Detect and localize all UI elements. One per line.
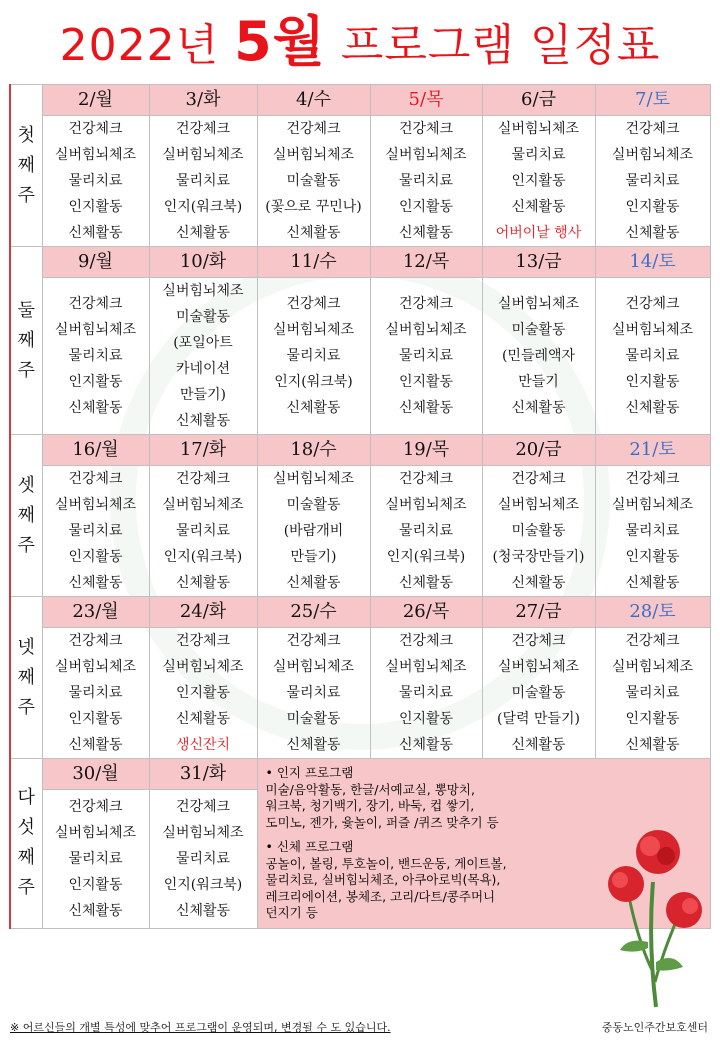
activity-item: 신체활동 [398, 225, 454, 241]
activity-item: 신체활동 [68, 400, 123, 416]
activity-item: 실버힘뇌체조 [497, 121, 580, 137]
activity-item: 건강체크 [398, 121, 454, 137]
day-activities [595, 278, 710, 435]
activity-item: (꽃으로 꾸민나) [265, 199, 362, 215]
activity-item: 건강체크 [68, 471, 123, 487]
activity-item: 실버힘뇌체조 [385, 147, 467, 163]
activity-item: 신체활동 [68, 575, 123, 591]
physical-program-line: 물리치료, 실버힘뇌체조, 아쿠아로빅(목욕), [265, 872, 501, 887]
activity-item: 건강체크 [286, 296, 341, 312]
activity-item: 실버힘뇌체조 [54, 322, 137, 338]
week-label-char: 다 [17, 787, 35, 809]
week-label-char: 째 [17, 154, 35, 176]
physical-program-line: 던지기 등 [265, 905, 318, 920]
cognitive-program-line: 도미노, 젠가, 윷놀이, 퍼즐 /퀴즈 맞추기 등 [265, 814, 499, 830]
day-activities [149, 278, 257, 435]
activity-item: (달력 만들기) [497, 711, 580, 727]
physical-program-line: 공놀이, 볼링, 투호놀이, 밴드운동, 게이트볼, [265, 855, 507, 871]
day-activities [482, 116, 595, 247]
day-date: 14/토 [595, 247, 710, 278]
day-date: 24/화 [149, 597, 257, 628]
title-suffix: 프로그램 일정표 [340, 20, 661, 71]
activity-item: 물리치료 [286, 685, 341, 701]
activity-item: 실버힘뇌체조 [162, 283, 244, 299]
week-label [10, 247, 42, 435]
activity-item: 물리치료 [68, 348, 123, 364]
day-activities [257, 116, 370, 247]
activity-item: 건강체크 [175, 121, 231, 137]
activity-item: 실버힘뇌체조 [497, 659, 580, 675]
week-label-char: 셋 [17, 474, 35, 496]
activity-item: (청국장만들기) [492, 549, 585, 565]
activity-item: 물리치료 [68, 850, 123, 867]
activity-item: 미술활동 [286, 497, 341, 513]
activity-item: 신체활동 [68, 737, 123, 753]
day-activities [257, 278, 370, 435]
activity-item: 인지활동 [625, 549, 680, 565]
activity-item: 인지활동 [68, 876, 123, 893]
day-date: 17/화 [149, 435, 257, 466]
activity-item: 신체활동 [398, 737, 454, 753]
activity-item: 신체활동 [511, 199, 566, 215]
activity-item: 신체활동 [175, 413, 231, 429]
activity-item: (바람개비 [283, 523, 344, 539]
activity-item: 실버힘뇌체조 [385, 659, 467, 675]
activity-item: 신체활동 [625, 737, 680, 753]
day-date: 20/금 [482, 435, 595, 466]
day-date: 3/화 [149, 85, 257, 116]
day-date: 30/월 [42, 759, 149, 790]
page-title [0, 6, 720, 78]
day-activities [370, 466, 482, 597]
activity-item: 실버힘뇌체조 [611, 322, 694, 338]
activity-item: 건강체크 [175, 798, 231, 815]
activity-item: 인지활동 [398, 374, 454, 390]
day-activities [595, 466, 710, 597]
activity-item: 인지(워크북) [386, 549, 466, 565]
activity-item: 건강체크 [398, 471, 454, 487]
activity-item: 신체활동 [175, 902, 231, 919]
activity-item: 건강체크 [286, 633, 341, 649]
day-activities [595, 628, 710, 759]
activity-item: 인지활동 [625, 374, 680, 390]
activity-item: 인지(워크북) [163, 549, 243, 565]
activity-item: 물리치료 [68, 173, 123, 189]
day-activities [370, 628, 482, 759]
activity-item: 실버힘뇌체조 [611, 147, 694, 163]
activity-item: 인지활동 [68, 711, 123, 727]
activity-item: 만들기 [518, 374, 559, 390]
day-activities [257, 466, 370, 597]
footer-note: ※ 어르신들의 개별 특성에 맞추어 프로그램이 운영되며, 변경될 수 도 있습니다. [10, 1021, 391, 1034]
activity-item: 건강체크 [625, 471, 680, 487]
week-label-char: 섯 [17, 817, 35, 839]
week-label-char: 넷 [17, 636, 35, 658]
day-date: 19/목 [370, 435, 482, 466]
activity-item: 미술활동 [286, 711, 341, 727]
day-activities [149, 790, 257, 929]
activity-item: 물리치료 [625, 173, 680, 189]
cognitive-program-line: 워크북, 청기백기, 장기, 바둑, 컵 쌓기, [265, 798, 475, 813]
activity-item: 인지활동 [625, 199, 680, 215]
week-label-char: 째 [17, 504, 35, 526]
activity-item: 건강체크 [68, 633, 123, 649]
day-activities [42, 278, 149, 435]
day-date: 28/토 [595, 597, 710, 628]
activity-item: (민들레액자 [501, 348, 576, 364]
activity-item: 신체활동 [398, 575, 454, 591]
day-date: 5/목 [370, 85, 482, 116]
day-date: 11/수 [257, 247, 370, 278]
day-activities [595, 116, 710, 247]
activity-item: 건강체크 [625, 633, 680, 649]
week-label-char: 째 [17, 666, 35, 688]
activity-item: 실버힘뇌체조 [497, 296, 580, 312]
activity-item: 물리치료 [286, 348, 341, 364]
activity-item: 인지활동 [175, 685, 231, 701]
week-label [10, 85, 42, 247]
week-label-char: 째 [17, 847, 35, 869]
carnation-icon [598, 822, 708, 1012]
activity-item: 만들기) [179, 387, 227, 403]
activity-item: 인지활동 [511, 173, 566, 189]
title-month: 5월 [234, 10, 326, 73]
activity-item: 건강체크 [68, 798, 123, 815]
activity-item: 물리치료 [625, 348, 680, 364]
activity-item: 실버힘뇌체조 [162, 147, 244, 163]
activity-item: 신체활동 [511, 400, 566, 416]
day-activities [482, 278, 595, 435]
day-activities [42, 116, 149, 247]
physical-program-heading: • 신체 프로그램 [265, 839, 354, 854]
activity-item: 인지(워크북) [163, 876, 243, 893]
cognitive-program-heading: • 인지 프로그램 [265, 765, 354, 780]
week-label [10, 597, 42, 759]
activity-item: 신체활동 [286, 225, 341, 241]
physical-program-line: 레크리에이션, 봉체조, 고리/다트/콩주머니 [265, 888, 496, 904]
week-label-char: 째 [17, 329, 35, 351]
activity-item: 미술활동 [511, 523, 566, 539]
activity-item: 실버힘뇌체조 [272, 322, 355, 338]
activity-item: 신체활동 [286, 400, 341, 416]
week-label-char: 둘 [17, 299, 35, 321]
activity-item: 신체활동 [286, 737, 341, 753]
activity-item: 실버힘뇌체조 [162, 659, 244, 675]
day-activities [370, 116, 482, 247]
day-date: 21/토 [595, 435, 710, 466]
activity-item: 물리치료 [175, 523, 231, 539]
activity-item: 물리치료 [398, 685, 454, 701]
day-date: 4/수 [257, 85, 370, 116]
schedule-table [9, 84, 711, 929]
activity-item: 건강체크 [68, 296, 123, 312]
day-activities [257, 628, 370, 759]
day-date: 23/월 [42, 597, 149, 628]
activity-item: 물리치료 [511, 147, 566, 163]
week-label-char: 주 [17, 877, 35, 899]
activity-item: 인지활동 [68, 549, 123, 565]
activity-item: 카네이션 [175, 361, 231, 377]
day-date: 9/월 [42, 247, 149, 278]
day-date: 7/토 [595, 85, 710, 116]
activity-item: 물리치료 [175, 850, 231, 867]
activity-item: 미술활동 [511, 685, 566, 701]
activity-item: 실버힘뇌체조 [611, 659, 694, 675]
week-label [10, 435, 42, 597]
activity-item: 실버힘뇌체조 [272, 659, 355, 675]
activity-item: 미술활동 [286, 173, 341, 189]
day-date: 16/월 [42, 435, 149, 466]
activity-item: 어버이날 행사 [495, 225, 582, 241]
week-label-char: 주 [17, 184, 35, 206]
activity-item: 실버힘뇌체조 [162, 824, 244, 841]
activity-item: 실버힘뇌체조 [54, 659, 137, 675]
activity-item: 미술활동 [511, 322, 566, 338]
activity-item: 신체활동 [625, 225, 680, 241]
activity-item: (포일아트 [173, 335, 233, 351]
cognitive-program-line: 미술/음악활동, 한글/서예교실, 뽕망치, [265, 781, 475, 797]
activity-item: 실버힘뇌체조 [497, 497, 580, 513]
activity-item: 실버힘뇌체조 [272, 471, 355, 487]
activity-item: 인지활동 [398, 711, 454, 727]
activity-item: 신체활동 [175, 575, 231, 591]
week-label-char: 주 [17, 696, 35, 718]
activity-item: 건강체크 [625, 296, 680, 312]
day-date: 13/금 [482, 247, 595, 278]
activity-item: 인지활동 [68, 374, 123, 390]
activity-item: 신체활동 [68, 225, 123, 241]
day-date: 6/금 [482, 85, 595, 116]
week-label-char: 주 [17, 359, 35, 381]
activity-item: 건강체크 [625, 121, 680, 137]
activity-item: 인지(워크북) [274, 374, 353, 390]
week-label [10, 759, 42, 929]
activity-item: 인지활동 [68, 199, 123, 215]
week-label-char: 첫 [17, 124, 35, 146]
activity-item: 물리치료 [625, 523, 680, 539]
activity-item: 실버힘뇌체조 [54, 824, 137, 841]
activity-item: 신체활동 [286, 575, 341, 591]
activity-item: 신체활동 [398, 400, 454, 416]
activity-item: 신체활동 [175, 711, 231, 727]
day-activities [42, 466, 149, 597]
day-activities [149, 628, 257, 759]
day-activities [370, 278, 482, 435]
activity-item: 건강체크 [68, 121, 123, 137]
activity-item: 건강체크 [511, 633, 566, 649]
day-date: 26/목 [370, 597, 482, 628]
activity-item: 물리치료 [398, 348, 454, 364]
center-name: 중동노인주간보호센터 [601, 1021, 708, 1034]
title-year: 2022년 [59, 20, 220, 71]
activity-item: 신체활동 [625, 575, 680, 591]
activity-item: 인지활동 [398, 199, 454, 215]
day-activities [149, 116, 257, 247]
activity-item: 건강체크 [511, 471, 566, 487]
activity-item: 실버힘뇌체조 [54, 147, 137, 163]
activity-item: 인지활동 [625, 711, 680, 727]
day-date: 18/수 [257, 435, 370, 466]
day-activities [149, 466, 257, 597]
day-activities [482, 466, 595, 597]
activity-item: 신체활동 [175, 225, 231, 241]
activity-item: 만들기) [290, 549, 337, 565]
activity-item: 실버힘뇌체조 [385, 322, 467, 338]
activity-item: 실버힘뇌체조 [272, 147, 355, 163]
activity-item: 신체활동 [511, 575, 566, 591]
activity-item: 건강체크 [175, 633, 231, 649]
activity-item: 건강체크 [286, 121, 341, 137]
activity-item: 신체활동 [68, 902, 123, 919]
activity-item: 건강체크 [175, 471, 231, 487]
activity-item: 인지(워크북) [163, 199, 243, 215]
day-date: 12/목 [370, 247, 482, 278]
day-date: 10/화 [149, 247, 257, 278]
activity-item: 물리치료 [398, 523, 454, 539]
activity-item: 신체활동 [511, 737, 566, 753]
activity-item: 건강체크 [398, 633, 454, 649]
activity-item: 신체활동 [625, 400, 680, 416]
activity-item: 실버힘뇌체조 [385, 497, 467, 513]
activity-item: 생신잔치 [175, 737, 231, 753]
activity-item: 실버힘뇌체조 [611, 497, 694, 513]
activity-item: 실버힘뇌체조 [162, 497, 244, 513]
activity-item: 실버힘뇌체조 [54, 497, 137, 513]
activity-item: 건강체크 [398, 296, 454, 312]
activity-item: 물리치료 [68, 523, 123, 539]
activity-item: 물리치료 [625, 685, 680, 701]
activity-item: 물리치료 [398, 173, 454, 189]
day-date: 2/월 [42, 85, 149, 116]
activity-item: 물리치료 [175, 173, 231, 189]
day-date: 25/수 [257, 597, 370, 628]
day-date: 31/화 [149, 759, 257, 790]
day-activities [482, 628, 595, 759]
activity-item: 미술활동 [175, 309, 231, 325]
day-date: 27/금 [482, 597, 595, 628]
day-activities [42, 628, 149, 759]
day-activities [42, 790, 149, 929]
week-label-char: 주 [17, 534, 35, 556]
activity-item: 물리치료 [68, 685, 123, 701]
